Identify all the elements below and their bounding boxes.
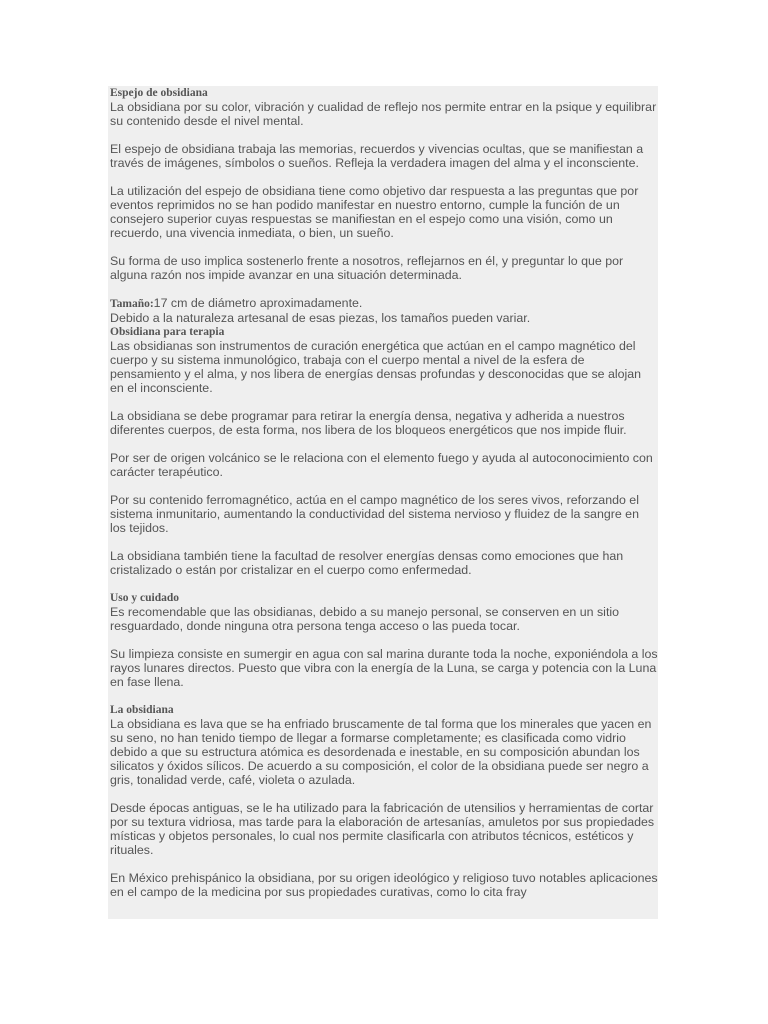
- section-heading-uso: Uso y cuidado: [110, 592, 180, 604]
- document-text-block: [108, 86, 658, 919]
- size-note: Debido a la naturaleza artesanal de esas piezas, los tamaños pueden variar.: [110, 311, 531, 325]
- paragraph: Las obsidianas son instrumentos de curación energética que actúan en el campo magnético del cuerpo y su sistema inmunológico, trabaja con el cuerpo mental a nivel de la esfera de pensamiento y el alma, y nos libera de energías densas profundas y desconocidas que se alojan en el inconsciente.: [110, 339, 642, 395]
- paragraph: La obsidiana también tiene la facultad de resolver energías densas como emociones que han cristalizado o están por cristalizar en el cuerpo como enfermedad.: [110, 549, 624, 577]
- paragraph: La utilización del espejo de obsidiana tiene como objetivo dar respuesta a las preguntas que por eventos reprimidos no se han podido manifestar en nuestro entorno, cumple la función de un consejero superior cuyas respuestas se manifiestan en el espejo como una visión, como un recuerdo, una vivencia inmediata, o bien, un sueño.: [110, 184, 639, 240]
- paragraph: El espejo de obsidiana trabaja las memorias, recuerdos y vivencias ocultas, que se manifiestan a través de imágenes, símbolos o sueños. Refleja la verdadera imagen del alma y el inconsciente.: [110, 142, 644, 170]
- size-value: 17 cm de diámetro aproximadamente.: [153, 296, 363, 310]
- paragraph: La obsidiana es lava que se ha enfriado bruscamente de tal forma que los minerales que yacen en su seno, no han tenido tiempo de llegar a formarse completamente; es clasificada como vidrio debido a que su estructura atómica es desordenada e inestable, en su composición abundan los silicatos y óxidos sílicos. De acuerdo a su composición, el color de la obsidiana puede ser negro a gris, tonalidad verde, café, violeta o azulada.: [110, 717, 652, 787]
- paragraph: Su forma de uso implica sostenerlo frente a nosotros, reflejarnos en él, y preguntar lo que por alguna razón nos impide avanzar en una situación determinada.: [110, 254, 624, 282]
- paragraph: La obsidiana se debe programar para retirar la energía densa, negativa y adherida a nuestros diferentes cuerpos, de esta forma, nos libera de los bloqueos energéticos que nos impide fluir.: [110, 409, 627, 437]
- section-heading-obsidiana: La obsidiana: [110, 704, 174, 716]
- paragraph: Por su contenido ferromagnético, actúa en el campo magnético de los seres vivos, reforzando el sistema inmunitario, aumentando la conductividad del sistema nervioso y fluidez de la sangre en los tejidos.: [110, 493, 639, 535]
- paragraph: Por ser de origen volcánico se le relaciona con el elemento fuego y ayuda al autoconocimiento con carácter terapéutico.: [110, 451, 653, 479]
- size-label: Tamaño:: [110, 298, 154, 310]
- paragraph: En México prehispánico la obsidiana, por su origen ideológico y religioso tuvo notables aplicaciones en el campo de la medicina por sus propiedades curativas, como lo cita fray: [110, 871, 658, 899]
- paragraph: La obsidiana por su color, vibración y cualidad de reflejo nos permite entrar en la psique y equilibrar su contenido desde el nivel mental.: [110, 100, 657, 128]
- size-line: [110, 296, 658, 311]
- paragraph: Desde épocas antiguas, se le ha utilizado para la fabricación de utensilios y herramientas de cortar por su textura vidriosa, mas tarde para la elaboración de artesanías, amuletos por sus propiedades místicas y objetos personales, lo cual nos permite clasificarla con atributos técnicos, estéticos y rituales.: [110, 801, 655, 857]
- document-content: [108, 86, 658, 899]
- paragraph: Su limpieza consiste en sumergir en agua con sal marina durante toda la noche, exponiéndola a los rayos lunares directos. Puesto que vibra con la energía de la Luna, se carga y potencia con la Luna en fase llena.: [110, 647, 658, 689]
- section-heading-terapia: Obsidiana para terapia: [110, 326, 225, 338]
- paragraph: Es recomendable que las obsidianas, debido a su manejo personal, se conserven en un sitio resguardado, donde ninguna otra persona tenga acceso o las pueda tocar.: [110, 605, 620, 633]
- section-heading-espejo: Espejo de obsidiana: [110, 87, 208, 99]
